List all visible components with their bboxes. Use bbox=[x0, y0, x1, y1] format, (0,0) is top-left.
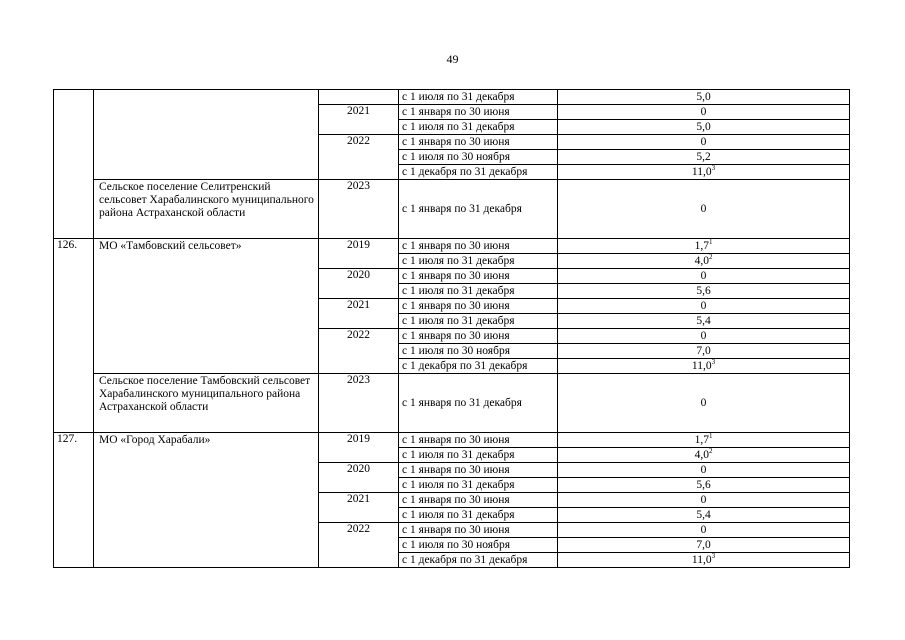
page-number: 49 bbox=[446, 52, 459, 66]
period-cell: с 1 декабря по 31 декабря bbox=[399, 553, 558, 568]
value-cell: 5,0 bbox=[558, 90, 850, 105]
year-cell: 2021 bbox=[319, 105, 399, 135]
municipality-cell: МО «Тамбовский сельсовет» bbox=[94, 239, 319, 374]
value-cell: 0 bbox=[558, 493, 850, 508]
settlement-name-cell: Сельское поселение Селитренский сельсовет Харабалинского муниципального района Астраханской области bbox=[94, 180, 319, 239]
value-cell: 0 bbox=[558, 180, 850, 239]
value-cell: 11,0$^3$ bbox=[558, 165, 850, 180]
value-cell: 11,0$^3$ bbox=[558, 359, 850, 374]
footnote-mark: 2 bbox=[708, 253, 713, 261]
period-cell: с 1 июля по 31 декабря bbox=[399, 448, 558, 463]
period-cell: с 1 июля по 31 декабря bbox=[399, 508, 558, 523]
period-cell: с 1 июля по 31 декабря bbox=[399, 314, 558, 329]
row-number-cell: 126. bbox=[54, 239, 94, 433]
period-cell: с 1 июля по 31 декабря bbox=[399, 284, 558, 299]
footnote-mark: 3 bbox=[711, 164, 716, 172]
year-cell: 2019 bbox=[319, 433, 399, 463]
period-cell: с 1 июля по 31 декабря bbox=[399, 478, 558, 493]
footnote-mark: 2 bbox=[708, 447, 713, 455]
value-cell: $1,7^1$ bbox=[558, 239, 850, 254]
period-cell: с 1 июля по 30 ноября bbox=[399, 344, 558, 359]
table-row bbox=[54, 433, 850, 448]
year-cell: 2023 bbox=[319, 374, 399, 433]
value-cell: 5,4 bbox=[558, 314, 850, 329]
value-cell: 7,0 bbox=[558, 538, 850, 553]
table-row bbox=[54, 90, 850, 105]
value-cell: 0 bbox=[558, 374, 850, 433]
footnote-mark: 3 bbox=[711, 552, 716, 560]
value-cell: $4,0^2$ bbox=[558, 448, 850, 463]
table-row bbox=[54, 374, 850, 433]
value-cell: 0 bbox=[558, 299, 850, 314]
value-cell: 0 bbox=[558, 135, 850, 150]
period-cell: с 1 декабря по 31 декабря bbox=[399, 359, 558, 374]
footnote-mark: 1 bbox=[708, 238, 713, 246]
period-cell: с 1 января по 31 декабря bbox=[399, 180, 558, 239]
municipality-cell: МО «Город Харабали» bbox=[94, 433, 319, 568]
table-row bbox=[54, 239, 850, 254]
period-cell: с 1 июля по 31 декабря bbox=[399, 90, 558, 105]
value-cell: $1,7^1$ bbox=[558, 433, 850, 448]
value-cell: 5,0 bbox=[558, 120, 850, 135]
period-cell: с 1 января по 30 июня bbox=[399, 299, 558, 314]
year-cell bbox=[319, 90, 399, 105]
period-cell: с 1 января по 30 июня bbox=[399, 523, 558, 538]
value-cell: $4,0^2$ bbox=[558, 254, 850, 269]
period-cell: с 1 января по 30 июня bbox=[399, 269, 558, 284]
year-cell: 2022 bbox=[319, 135, 399, 180]
value-cell: 0 bbox=[558, 463, 850, 478]
period-cell: с 1 декабря по 31 декабря bbox=[399, 165, 558, 180]
year-cell: 2022 bbox=[319, 523, 399, 568]
period-cell: с 1 января по 30 июня bbox=[399, 463, 558, 478]
year-cell: 2021 bbox=[319, 299, 399, 329]
value-cell: 0 bbox=[558, 105, 850, 120]
year-cell: 2020 bbox=[319, 463, 399, 493]
footnote-mark: 1 bbox=[708, 432, 713, 440]
value-cell: 5,4 bbox=[558, 508, 850, 523]
row-number-cell: 127. bbox=[54, 433, 94, 568]
settlement-name-cell: Сельское поселение Тамбовский сельсовет Харабалинского муниципального района Астраханской области bbox=[94, 374, 319, 433]
year-cell: 2022 bbox=[319, 329, 399, 374]
year-cell: 2023 bbox=[319, 180, 399, 239]
period-cell: с 1 июля по 30 ноября bbox=[399, 150, 558, 165]
period-cell: с 1 января по 31 декабря bbox=[399, 374, 558, 433]
period-cell: с 1 января по 30 июня bbox=[399, 493, 558, 508]
value-cell: 5,2 bbox=[558, 150, 850, 165]
period-cell: с 1 января по 30 июня bbox=[399, 239, 558, 254]
period-cell: с 1 января по 30 июня bbox=[399, 105, 558, 120]
value-cell: 7,0 bbox=[558, 344, 850, 359]
year-cell: 2019 bbox=[319, 239, 399, 269]
period-cell: с 1 июля по 31 декабря bbox=[399, 120, 558, 135]
value-cell: 11,0$^3$ bbox=[558, 553, 850, 568]
value-cell: 0 bbox=[558, 329, 850, 344]
footnote-mark: 3 bbox=[711, 358, 716, 366]
year-cell: 2021 bbox=[319, 493, 399, 523]
year-cell: 2020 bbox=[319, 269, 399, 299]
value-cell: 5,6 bbox=[558, 284, 850, 299]
period-cell: с 1 января по 30 июня bbox=[399, 433, 558, 448]
period-cell: с 1 января по 30 июня bbox=[399, 329, 558, 344]
value-cell: 0 bbox=[558, 523, 850, 538]
tariff-table bbox=[53, 89, 850, 568]
period-cell: с 1 июля по 30 ноября bbox=[399, 538, 558, 553]
period-cell: с 1 января по 30 июня bbox=[399, 135, 558, 150]
period-cell: с 1 июля по 31 декабря bbox=[399, 254, 558, 269]
value-cell: 0 bbox=[558, 269, 850, 284]
municipality-cell bbox=[94, 90, 319, 180]
value-cell: 5,6 bbox=[558, 478, 850, 493]
table-row bbox=[54, 180, 850, 239]
row-number-cell bbox=[54, 90, 94, 239]
